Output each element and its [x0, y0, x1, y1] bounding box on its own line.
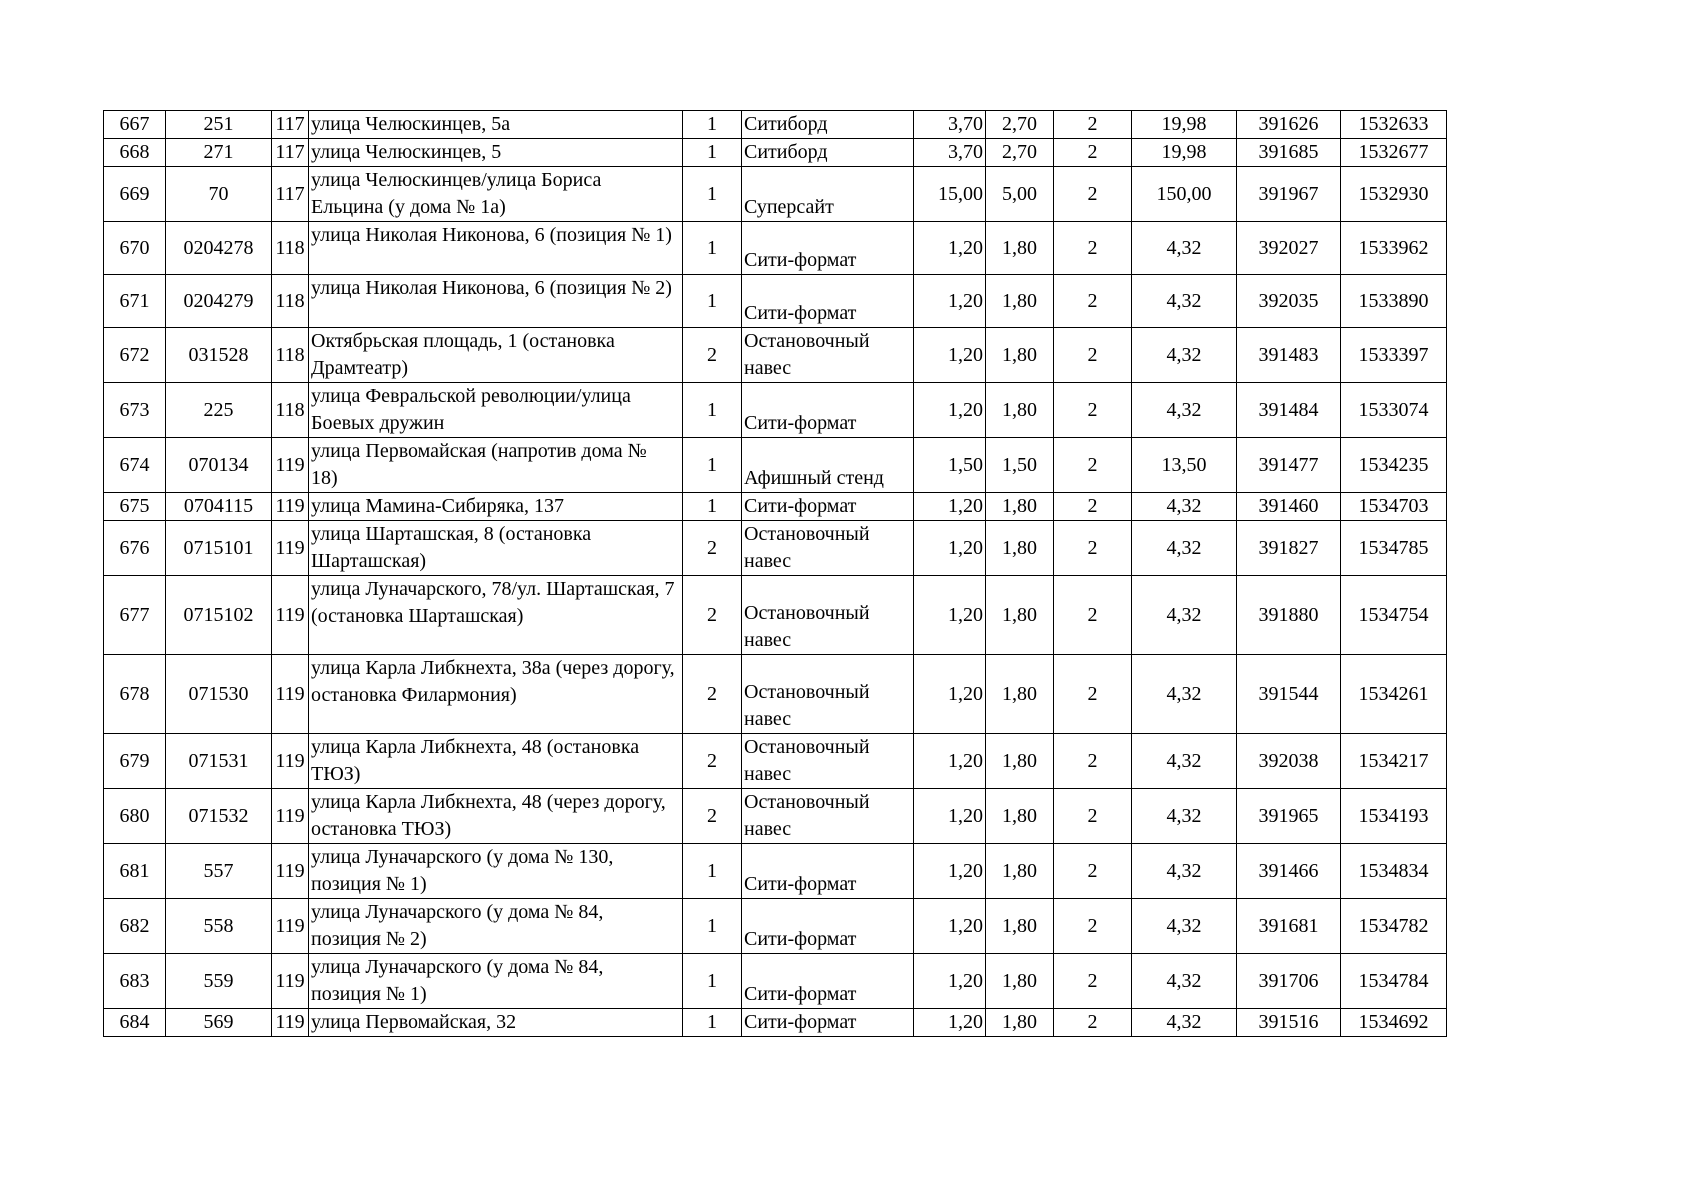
- height-cell: 1,20: [914, 954, 986, 1009]
- width-cell: 1,80: [986, 844, 1054, 899]
- address-cell: улица Челюскинцев, 5а: [309, 111, 683, 139]
- height-cell: 1,20: [914, 328, 986, 383]
- y-coordinate-cell: 1534703: [1341, 493, 1447, 521]
- x-coordinate-cell: 391484: [1237, 383, 1341, 438]
- x-coordinate-cell: 392038: [1237, 734, 1341, 789]
- area-cell: 19,98: [1132, 139, 1237, 167]
- sides-cell: 1: [683, 275, 742, 328]
- y-coordinate-cell: 1534754: [1341, 576, 1447, 655]
- faces-cell: 2: [1054, 438, 1132, 493]
- height-cell: 1,20: [914, 655, 986, 734]
- structure-type-cell: Сити-формат: [742, 383, 914, 438]
- width-cell: 1,80: [986, 275, 1054, 328]
- district-cell: 119: [272, 521, 309, 576]
- row-number-cell: 684: [104, 1009, 166, 1037]
- table-row: [104, 222, 1447, 275]
- row-number-cell: 669: [104, 167, 166, 222]
- district-cell: 118: [272, 328, 309, 383]
- row-number-cell: 680: [104, 789, 166, 844]
- structure-type-cell: Сити-формат: [742, 1009, 914, 1037]
- y-coordinate-cell: 1532677: [1341, 139, 1447, 167]
- structure-type-cell: Остановочный навес: [742, 521, 914, 576]
- address-cell: улица Первомайская, 32: [309, 1009, 683, 1037]
- area-cell: 4,32: [1132, 734, 1237, 789]
- table-row: [104, 521, 1447, 576]
- y-coordinate-cell: 1534235: [1341, 438, 1447, 493]
- code-cell: 225: [166, 383, 272, 438]
- row-number-cell: 674: [104, 438, 166, 493]
- structure-type-cell: Остановочный навес: [742, 734, 914, 789]
- width-cell: 1,80: [986, 899, 1054, 954]
- district-cell: 118: [272, 383, 309, 438]
- address-cell: улица Мамина-Сибиряка, 137: [309, 493, 683, 521]
- x-coordinate-cell: 391685: [1237, 139, 1341, 167]
- table-row: [104, 655, 1447, 734]
- faces-cell: 2: [1054, 222, 1132, 275]
- structure-type-cell: Сити-формат: [742, 844, 914, 899]
- address-cell: улица Челюскинцев, 5: [309, 139, 683, 167]
- address-cell: улица Луначарского (у дома № 84, позиция № 2): [309, 899, 683, 954]
- faces-cell: 2: [1054, 1009, 1132, 1037]
- row-number-cell: 672: [104, 328, 166, 383]
- height-cell: 1,20: [914, 493, 986, 521]
- x-coordinate-cell: 391477: [1237, 438, 1341, 493]
- area-cell: 4,32: [1132, 844, 1237, 899]
- code-cell: 0204279: [166, 275, 272, 328]
- district-cell: 119: [272, 493, 309, 521]
- row-number-cell: 671: [104, 275, 166, 328]
- area-cell: 4,32: [1132, 954, 1237, 1009]
- x-coordinate-cell: 391967: [1237, 167, 1341, 222]
- x-coordinate-cell: 392027: [1237, 222, 1341, 275]
- district-cell: 117: [272, 167, 309, 222]
- height-cell: 1,20: [914, 1009, 986, 1037]
- faces-cell: 2: [1054, 954, 1132, 1009]
- width-cell: 1,80: [986, 328, 1054, 383]
- structure-type-cell: Остановочный навес: [742, 655, 914, 734]
- district-cell: 119: [272, 789, 309, 844]
- table-row: [104, 383, 1447, 438]
- table-row: [104, 789, 1447, 844]
- structure-type-cell: Ситиборд: [742, 139, 914, 167]
- sides-cell: 1: [683, 899, 742, 954]
- faces-cell: 2: [1054, 521, 1132, 576]
- row-number-cell: 678: [104, 655, 166, 734]
- sides-cell: 2: [683, 521, 742, 576]
- y-coordinate-cell: 1533962: [1341, 222, 1447, 275]
- sides-cell: 1: [683, 383, 742, 438]
- area-cell: 4,32: [1132, 655, 1237, 734]
- height-cell: 1,20: [914, 222, 986, 275]
- table-row: [104, 139, 1447, 167]
- address-cell: улица Карла Либкнехта, 38а (через дорогу, остановка Филармония): [309, 655, 683, 734]
- width-cell: 1,50: [986, 438, 1054, 493]
- address-cell: Октябрьская площадь, 1 (остановка Драмтеатр): [309, 328, 683, 383]
- sides-cell: 2: [683, 576, 742, 655]
- y-coordinate-cell: 1533890: [1341, 275, 1447, 328]
- row-number-cell: 673: [104, 383, 166, 438]
- code-cell: 557: [166, 844, 272, 899]
- x-coordinate-cell: 391466: [1237, 844, 1341, 899]
- height-cell: 1,20: [914, 789, 986, 844]
- district-cell: 119: [272, 1009, 309, 1037]
- height-cell: 3,70: [914, 139, 986, 167]
- area-cell: 4,32: [1132, 328, 1237, 383]
- row-number-cell: 675: [104, 493, 166, 521]
- sides-cell: 1: [683, 438, 742, 493]
- district-cell: 119: [272, 734, 309, 789]
- area-cell: 13,50: [1132, 438, 1237, 493]
- row-number-cell: 670: [104, 222, 166, 275]
- y-coordinate-cell: 1532930: [1341, 167, 1447, 222]
- district-cell: 118: [272, 275, 309, 328]
- height-cell: 1,20: [914, 521, 986, 576]
- width-cell: 1,80: [986, 576, 1054, 655]
- x-coordinate-cell: 391544: [1237, 655, 1341, 734]
- sides-cell: 2: [683, 734, 742, 789]
- sides-cell: 1: [683, 954, 742, 1009]
- code-cell: 071530: [166, 655, 272, 734]
- code-cell: 0704115: [166, 493, 272, 521]
- code-cell: 031528: [166, 328, 272, 383]
- advertising-sites-table: [103, 110, 1447, 1037]
- width-cell: 1,80: [986, 383, 1054, 438]
- faces-cell: 2: [1054, 789, 1132, 844]
- table-row: [104, 1009, 1447, 1037]
- table-row: [104, 111, 1447, 139]
- district-cell: 118: [272, 222, 309, 275]
- address-cell: улица Луначарского (у дома № 130, позиция № 1): [309, 844, 683, 899]
- height-cell: 1,20: [914, 899, 986, 954]
- structure-type-cell: Остановочный навес: [742, 789, 914, 844]
- sides-cell: 1: [683, 844, 742, 899]
- sides-cell: 1: [683, 111, 742, 139]
- width-cell: 1,80: [986, 493, 1054, 521]
- code-cell: 071531: [166, 734, 272, 789]
- y-coordinate-cell: 1534784: [1341, 954, 1447, 1009]
- row-number-cell: 679: [104, 734, 166, 789]
- table-row: [104, 734, 1447, 789]
- row-number-cell: 676: [104, 521, 166, 576]
- address-cell: улица Карла Либкнехта, 48 (через дорогу, остановка ТЮЗ): [309, 789, 683, 844]
- sides-cell: 2: [683, 789, 742, 844]
- table-body: [104, 111, 1447, 1037]
- district-cell: 119: [272, 655, 309, 734]
- district-cell: 119: [272, 899, 309, 954]
- y-coordinate-cell: 1534834: [1341, 844, 1447, 899]
- width-cell: 1,80: [986, 521, 1054, 576]
- code-cell: 0715101: [166, 521, 272, 576]
- y-coordinate-cell: 1534193: [1341, 789, 1447, 844]
- y-coordinate-cell: 1534692: [1341, 1009, 1447, 1037]
- district-cell: 117: [272, 139, 309, 167]
- height-cell: 15,00: [914, 167, 986, 222]
- width-cell: 1,80: [986, 734, 1054, 789]
- area-cell: 4,32: [1132, 222, 1237, 275]
- address-cell: улица Челюскинцев/улица Бориса Ельцина (у дома № 1а): [309, 167, 683, 222]
- faces-cell: 2: [1054, 493, 1132, 521]
- faces-cell: 2: [1054, 275, 1132, 328]
- area-cell: 4,32: [1132, 899, 1237, 954]
- structure-type-cell: Сити-формат: [742, 275, 914, 328]
- address-cell: улица Карла Либкнехта, 48 (остановка ТЮЗ): [309, 734, 683, 789]
- structure-type-cell: Остановочный навес: [742, 328, 914, 383]
- structure-type-cell: Остановочный навес: [742, 576, 914, 655]
- address-cell: улица Февральской революции/улица Боевых дружин: [309, 383, 683, 438]
- x-coordinate-cell: 391827: [1237, 521, 1341, 576]
- y-coordinate-cell: 1533074: [1341, 383, 1447, 438]
- faces-cell: 2: [1054, 111, 1132, 139]
- x-coordinate-cell: 392035: [1237, 275, 1341, 328]
- area-cell: 4,32: [1132, 275, 1237, 328]
- faces-cell: 2: [1054, 167, 1132, 222]
- structure-type-cell: Ситиборд: [742, 111, 914, 139]
- area-cell: 150,00: [1132, 167, 1237, 222]
- structure-type-cell: Афишный стенд: [742, 438, 914, 493]
- district-cell: 117: [272, 111, 309, 139]
- width-cell: 2,70: [986, 111, 1054, 139]
- faces-cell: 2: [1054, 844, 1132, 899]
- structure-type-cell: Суперсайт: [742, 167, 914, 222]
- x-coordinate-cell: 391460: [1237, 493, 1341, 521]
- district-cell: 119: [272, 576, 309, 655]
- height-cell: 1,20: [914, 734, 986, 789]
- faces-cell: 2: [1054, 899, 1132, 954]
- structure-type-cell: Сити-формат: [742, 954, 914, 1009]
- code-cell: 070134: [166, 438, 272, 493]
- width-cell: 2,70: [986, 139, 1054, 167]
- district-cell: 119: [272, 954, 309, 1009]
- area-cell: 4,32: [1132, 789, 1237, 844]
- x-coordinate-cell: 391516: [1237, 1009, 1341, 1037]
- sides-cell: 1: [683, 1009, 742, 1037]
- table-row: [104, 899, 1447, 954]
- height-cell: 3,70: [914, 111, 986, 139]
- code-cell: 271: [166, 139, 272, 167]
- width-cell: 1,80: [986, 954, 1054, 1009]
- sides-cell: 1: [683, 493, 742, 521]
- faces-cell: 2: [1054, 734, 1132, 789]
- height-cell: 1,20: [914, 275, 986, 328]
- faces-cell: 2: [1054, 139, 1132, 167]
- table-row: [104, 493, 1447, 521]
- x-coordinate-cell: 391965: [1237, 789, 1341, 844]
- code-cell: 70: [166, 167, 272, 222]
- sides-cell: 2: [683, 655, 742, 734]
- code-cell: 558: [166, 899, 272, 954]
- height-cell: 1,20: [914, 383, 986, 438]
- height-cell: 1,20: [914, 576, 986, 655]
- y-coordinate-cell: 1534217: [1341, 734, 1447, 789]
- faces-cell: 2: [1054, 576, 1132, 655]
- table-row: [104, 275, 1447, 328]
- district-cell: 119: [272, 438, 309, 493]
- table-row: [104, 167, 1447, 222]
- area-cell: 4,32: [1132, 383, 1237, 438]
- width-cell: 1,80: [986, 1009, 1054, 1037]
- address-cell: улица Николая Никонова, 6 (позиция № 1): [309, 222, 683, 275]
- faces-cell: 2: [1054, 328, 1132, 383]
- table-row: [104, 576, 1447, 655]
- code-cell: 251: [166, 111, 272, 139]
- area-cell: 4,32: [1132, 493, 1237, 521]
- row-number-cell: 677: [104, 576, 166, 655]
- y-coordinate-cell: 1534261: [1341, 655, 1447, 734]
- code-cell: 559: [166, 954, 272, 1009]
- area-cell: 4,32: [1132, 576, 1237, 655]
- area-cell: 19,98: [1132, 111, 1237, 139]
- code-cell: 071532: [166, 789, 272, 844]
- y-coordinate-cell: 1534782: [1341, 899, 1447, 954]
- table-row: [104, 954, 1447, 1009]
- code-cell: 0715102: [166, 576, 272, 655]
- height-cell: 1,20: [914, 844, 986, 899]
- height-cell: 1,50: [914, 438, 986, 493]
- y-coordinate-cell: 1534785: [1341, 521, 1447, 576]
- sides-cell: 1: [683, 222, 742, 275]
- address-cell: улица Николая Никонова, 6 (позиция № 2): [309, 275, 683, 328]
- width-cell: 1,80: [986, 222, 1054, 275]
- area-cell: 4,32: [1132, 1009, 1237, 1037]
- address-cell: улица Шарташская, 8 (остановка Шарташская): [309, 521, 683, 576]
- sides-cell: 1: [683, 139, 742, 167]
- area-cell: 4,32: [1132, 521, 1237, 576]
- code-cell: 0204278: [166, 222, 272, 275]
- faces-cell: 2: [1054, 655, 1132, 734]
- sides-cell: 2: [683, 328, 742, 383]
- y-coordinate-cell: 1533397: [1341, 328, 1447, 383]
- x-coordinate-cell: 391681: [1237, 899, 1341, 954]
- row-number-cell: 668: [104, 139, 166, 167]
- row-number-cell: 681: [104, 844, 166, 899]
- sides-cell: 1: [683, 167, 742, 222]
- width-cell: 5,00: [986, 167, 1054, 222]
- x-coordinate-cell: 391880: [1237, 576, 1341, 655]
- address-cell: улица Первомайская (напротив дома № 18): [309, 438, 683, 493]
- address-cell: улица Луначарского (у дома № 84, позиция № 1): [309, 954, 683, 1009]
- structure-type-cell: Сити-формат: [742, 899, 914, 954]
- x-coordinate-cell: 391626: [1237, 111, 1341, 139]
- y-coordinate-cell: 1532633: [1341, 111, 1447, 139]
- row-number-cell: 667: [104, 111, 166, 139]
- width-cell: 1,80: [986, 789, 1054, 844]
- table-row: [104, 438, 1447, 493]
- x-coordinate-cell: 391706: [1237, 954, 1341, 1009]
- address-cell: улица Луначарского, 78/ул. Шарташская, 7 (остановка Шарташская): [309, 576, 683, 655]
- code-cell: 569: [166, 1009, 272, 1037]
- faces-cell: 2: [1054, 383, 1132, 438]
- district-cell: 119: [272, 844, 309, 899]
- x-coordinate-cell: 391483: [1237, 328, 1341, 383]
- width-cell: 1,80: [986, 655, 1054, 734]
- structure-type-cell: Сити-формат: [742, 222, 914, 275]
- table-row: [104, 844, 1447, 899]
- row-number-cell: 683: [104, 954, 166, 1009]
- table-row: [104, 328, 1447, 383]
- row-number-cell: 682: [104, 899, 166, 954]
- structure-type-cell: Сити-формат: [742, 493, 914, 521]
